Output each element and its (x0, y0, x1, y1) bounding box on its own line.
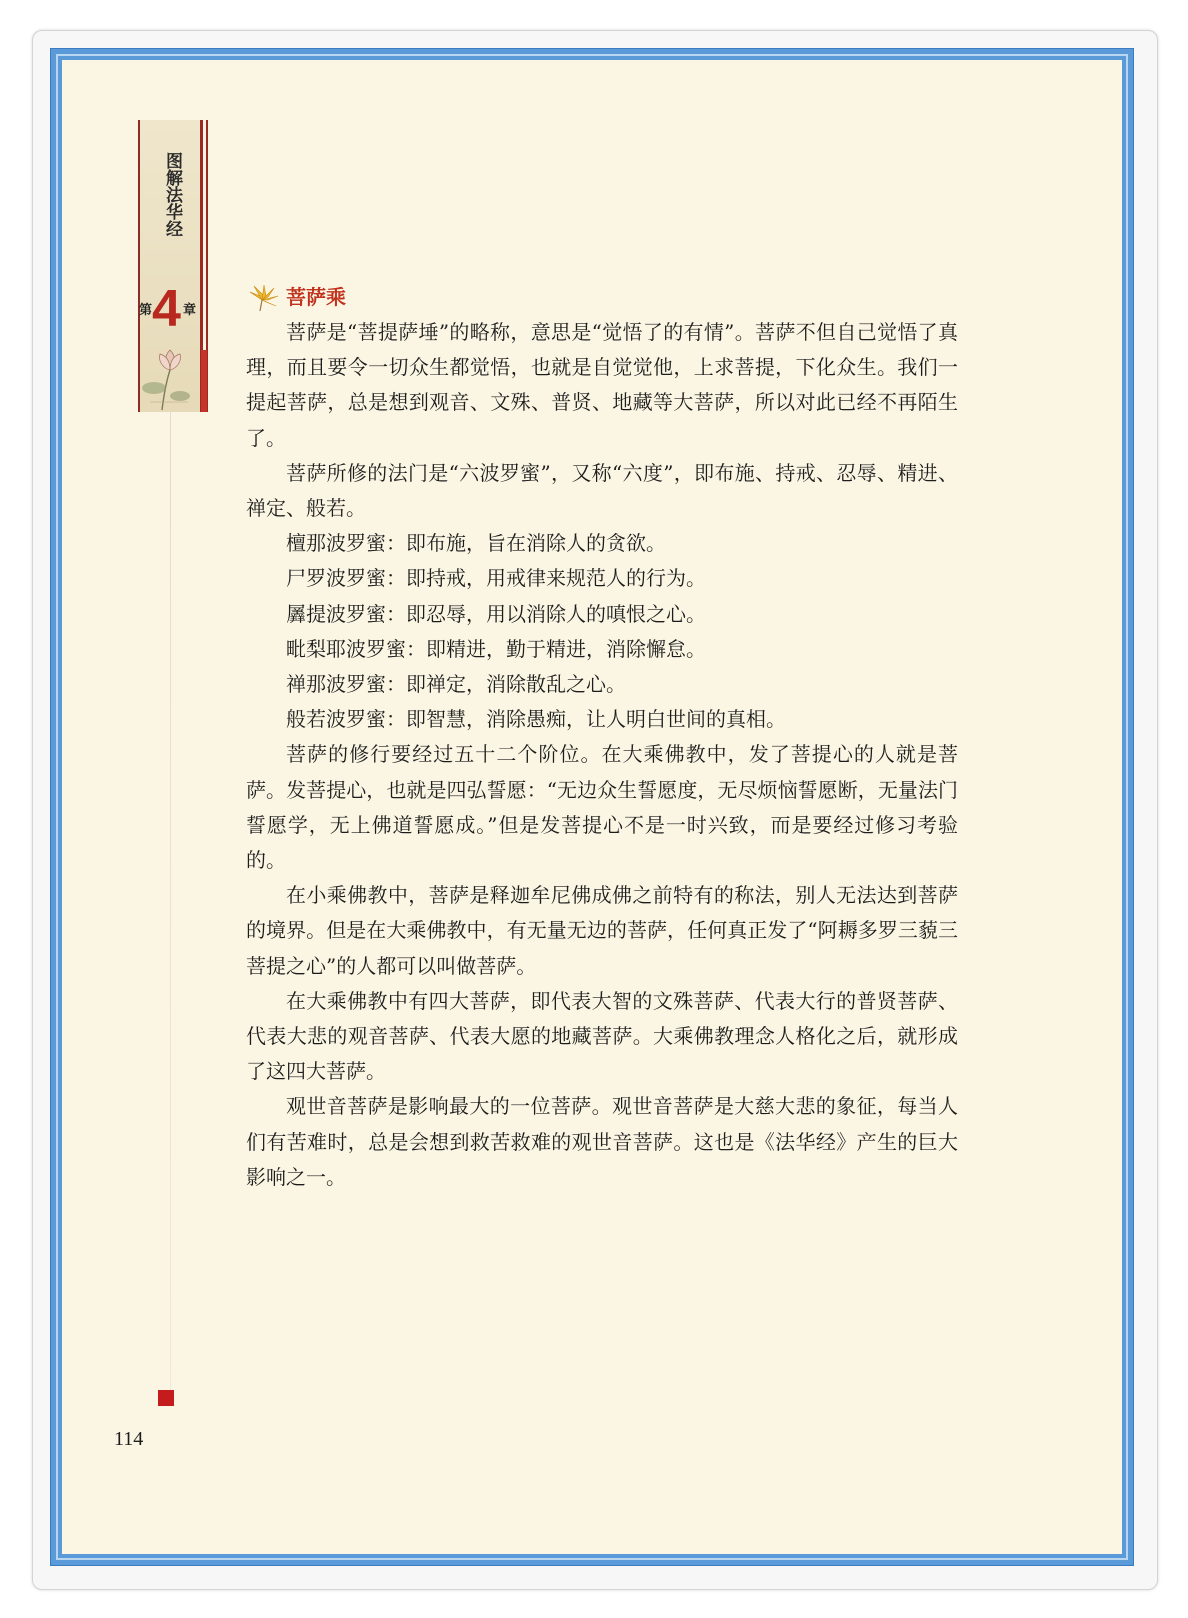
book-page (62, 60, 1122, 1554)
paragraph: 在小乘佛教中，菩萨是释迦牟尼佛成佛之前特有的称法，别人无法达到菩萨的境界。但是在大乘佛教中，有无量无边的菩萨，任何真正发了“阿耨多罗三藐三菩提之心”的人都可以叫做菩萨。 (246, 883, 958, 978)
paragraph: 菩萨所修的法门是“六波罗蜜”，又称“六度”，即布施、持戒、忍辱、精进、禅定、般若。 (246, 460, 958, 521)
chapter-suffix: 章 (183, 303, 197, 318)
chapter-number: 4 (152, 280, 181, 338)
paragraph: 毗梨耶波罗蜜：即精进，勤于精进，消除懈怠。 (286, 636, 706, 661)
chapter-tab (138, 120, 214, 412)
paragraph: 观世音菩萨是影响最大的一位菩萨。观世音菩萨是大慈大悲的象征，每当人们有苦难时，总是会想到救苦救难的观世音菩萨。这也是《法华经》产生的巨大影响之一。 (246, 1094, 958, 1189)
margin-rule (170, 400, 171, 1400)
chapter-prefix: 第 (139, 303, 153, 318)
paragraph: 尸罗波罗蜜：即持戒，用戒律来规范人的行为。 (286, 566, 706, 591)
book-title: 图解法华经 (162, 152, 182, 237)
paragraph: 禅那波罗蜜：即禅定，消除散乱之心。 (286, 672, 626, 697)
page-frame (50, 48, 1134, 1566)
flower-icon (246, 284, 280, 312)
section-title: 菩萨乘 (286, 285, 346, 309)
paragraph: 羼提波罗蜜：即忍辱，用以消除人的嗔恨之心。 (286, 601, 706, 626)
chapter-label (138, 280, 200, 345)
paragraph: 檀那波罗蜜：即布施，旨在消除人的贪欲。 (286, 531, 666, 556)
lotus-illustration-icon (140, 342, 198, 412)
chapter-tab-red-bar (201, 350, 207, 412)
paragraph: 菩萨的修行要经过五十二个阶位。在大乘佛教中，发了菩提心的人就是菩萨。发菩提心，也就是四弘誓愿：“无边众生誓愿度，无尽烦恼誓愿断，无量法门誓愿学，无上佛道誓愿成。”但是发菩提心不是一时兴致，而是要经过修习考验的。 (246, 742, 958, 873)
page-number: 114 (114, 1428, 144, 1450)
page-marker (158, 1390, 174, 1406)
paragraph: 在大乘佛教中有四大菩萨，即代表大智的文殊菩萨、代表大行的普贤菩萨、代表大悲的观音菩萨、代表大愿的地藏菩萨。大乘佛教理念人格化之后，就形成了这四大菩萨。 (246, 988, 958, 1084)
body-text (246, 315, 958, 1195)
paragraph: 般若波罗蜜：即智慧，消除愚痴，让人明白世间的真相。 (286, 707, 786, 732)
paragraph: 菩萨是“菩提萨埵”的略称，意思是“觉悟了的有情”。菩萨不但自己觉悟了真理，而且要令一切众生都觉悟，也就是自觉觉他，上求菩提，下化众生。我们一提起菩萨，总是想到观音、文殊、普贤、地藏等大菩萨，所以对此已经不再陌生了。 (246, 320, 958, 450)
